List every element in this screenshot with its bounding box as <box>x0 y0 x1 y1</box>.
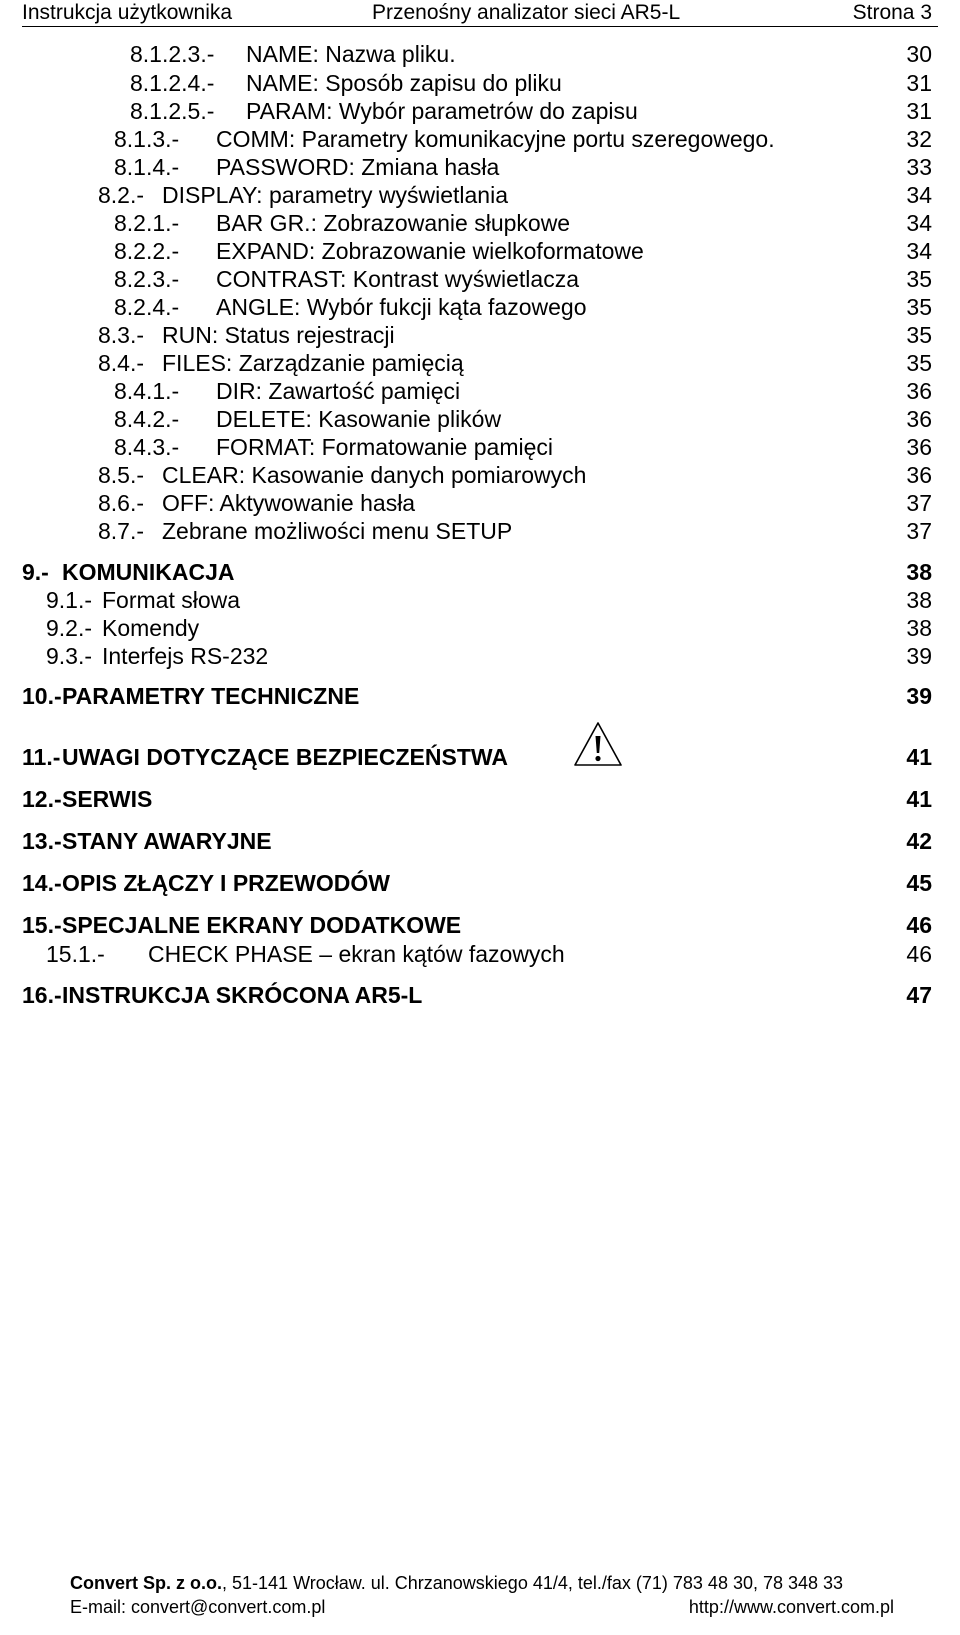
toc-entry[interactable] <box>98 461 932 489</box>
toc-number: 8.2.3.- <box>114 266 180 292</box>
toc-number: 10.- <box>22 683 62 709</box>
toc-entry[interactable] <box>130 97 932 125</box>
toc-number: 8.3.- <box>98 322 145 348</box>
toc-label: KOMUNIKACJA <box>62 559 235 585</box>
footer-address-line <box>70 1571 894 1595</box>
toc-number: 8.2.4.- <box>114 294 180 320</box>
toc-page: 35 <box>906 294 932 320</box>
toc-page: 30 <box>906 41 932 67</box>
toc-page: 38 <box>906 615 932 641</box>
toc-entry[interactable] <box>114 293 932 321</box>
toc-label: DISPLAY: parametry wyświetlania <box>162 182 508 208</box>
toc-page: 36 <box>906 378 932 404</box>
toc-entry[interactable] <box>98 321 932 349</box>
toc-number: 9.1.- <box>46 587 93 613</box>
toc-page: 36 <box>906 406 932 432</box>
toc-number: 8.2.1.- <box>114 210 180 236</box>
toc-label: DELETE: Kasowanie plików <box>216 406 502 432</box>
toc-label: INSTRUKCJA SKRÓCONA AR5-L <box>62 982 423 1008</box>
toc-label: EXPAND: Zobrazowanie wielkoformatowe <box>216 238 644 264</box>
toc-number: 8.1.2.4.- <box>130 70 215 96</box>
toc-page: 34 <box>906 182 932 208</box>
toc-label: PARAMETRY TECHNICZNE <box>62 683 360 709</box>
toc-label: BAR GR.: Zobrazowanie słupkowe <box>216 210 571 236</box>
toc-number: 8.1.3.- <box>114 126 180 152</box>
toc-number: 9.2.- <box>46 615 93 641</box>
toc-label: Komendy <box>102 615 200 641</box>
footer-company-name: Convert Sp. z o.o. <box>70 1573 223 1593</box>
toc-number: 8.1.2.3.- <box>130 41 215 67</box>
toc-chapter[interactable] <box>22 869 932 897</box>
toc-number: 8.7.- <box>98 518 145 544</box>
toc-entry[interactable] <box>46 586 932 614</box>
toc-page: 36 <box>906 434 932 460</box>
toc-number: 14.- <box>22 870 62 896</box>
toc-label: PASSWORD: Zmiana hasła <box>216 154 500 180</box>
page-footer <box>70 1571 894 1619</box>
toc-entry[interactable] <box>130 40 932 68</box>
toc-label: SPECJALNE EKRANY DODATKOWE <box>62 912 462 938</box>
toc-entry[interactable] <box>46 614 932 642</box>
toc-number: 11.- <box>22 744 61 770</box>
toc-entry[interactable] <box>98 349 932 377</box>
toc-label: NAME: Sposób zapisu do pliku <box>246 70 562 96</box>
toc-chapter[interactable] <box>22 558 932 586</box>
toc-entry[interactable] <box>46 940 932 968</box>
toc-label: UWAGI DOTYCZĄCE BEZPIECZEŃSTWA <box>62 744 508 770</box>
toc-entry[interactable] <box>114 265 932 293</box>
toc-number: 13.- <box>22 828 62 854</box>
toc-chapter[interactable] <box>22 911 932 939</box>
toc-page: 47 <box>906 982 932 1008</box>
header-manual-title: Instrukcja użytkownika <box>22 1 233 24</box>
toc-label: OPIS ZŁĄCZY I PRZEWODÓW <box>62 870 390 896</box>
toc-label: DIR: Zawartość pamięci <box>216 378 461 404</box>
toc-label: CLEAR: Kasowanie danych pomiarowych <box>162 462 587 488</box>
toc-page: 45 <box>906 870 932 896</box>
toc-page: 31 <box>906 70 932 96</box>
toc-page: 35 <box>906 266 932 292</box>
footer-address: , 51-141 Wrocław. ul. Chrzanowskiego 41/4, tel./fax (71) 783 48 30, 78 348 33 <box>222 1573 844 1593</box>
toc-entry[interactable] <box>114 377 932 405</box>
toc-page: 33 <box>906 154 932 180</box>
toc-entry[interactable] <box>114 153 932 181</box>
toc-page: 41 <box>906 744 932 770</box>
toc-chapter[interactable] <box>22 785 932 813</box>
toc-label: Interfejs RS-232 <box>102 643 269 669</box>
toc-page: 37 <box>906 490 932 516</box>
toc-page: 46 <box>906 912 932 938</box>
toc-number: 8.4.- <box>98 350 145 376</box>
toc-number: 9.3.- <box>46 643 93 669</box>
toc-page: 31 <box>906 98 932 124</box>
toc-number: 16.- <box>22 982 62 1008</box>
toc-number: 8.2.2.- <box>114 238 180 264</box>
toc-page: 38 <box>906 587 932 613</box>
toc-number: 8.2.- <box>98 182 145 208</box>
toc-number: 8.5.- <box>98 462 145 488</box>
footer-website[interactable]: http://www.convert.com.pl <box>688 1597 894 1617</box>
footer-email[interactable]: E-mail: convert@convert.com.pl <box>70 1597 326 1617</box>
toc-label: PARAM: Wybór parametrów do zapisu <box>246 98 638 124</box>
toc-chapter[interactable] <box>22 743 932 771</box>
toc-label: CHECK PHASE – ekran kątów fazowych <box>148 941 565 967</box>
toc-label: FORMAT: Formatowanie pamięci <box>216 434 553 460</box>
toc-label: RUN: Status rejestracji <box>162 322 395 348</box>
toc-entry[interactable] <box>114 209 932 237</box>
toc-number: 8.1.4.- <box>114 154 180 180</box>
toc-chapter[interactable] <box>22 827 932 855</box>
toc-page: 46 <box>906 941 932 967</box>
toc-entry[interactable] <box>98 517 932 545</box>
toc-page: 37 <box>906 518 932 544</box>
toc-label: Format słowa <box>102 587 241 613</box>
toc-entry[interactable] <box>114 237 932 265</box>
toc-label: NAME: Nazwa pliku. <box>246 41 456 67</box>
toc-number: 12.- <box>22 786 62 812</box>
toc-page: 41 <box>906 786 932 812</box>
toc-number: 8.1.2.5.- <box>130 98 215 124</box>
toc-page: 39 <box>906 683 932 709</box>
toc-number: 15.1.- <box>46 941 105 967</box>
warning-triangle-icon <box>573 721 623 767</box>
toc-page: 36 <box>906 462 932 488</box>
toc-label: CONTRAST: Kontrast wyświetlacza <box>216 266 579 292</box>
toc-page: 39 <box>906 643 932 669</box>
toc-page: 42 <box>906 828 932 854</box>
toc-number: 8.4.1.- <box>114 378 180 404</box>
toc-chapter[interactable] <box>22 682 932 710</box>
toc-label: Zebrane możliwości menu SETUP <box>162 518 513 544</box>
toc-number: 15.- <box>22 912 62 938</box>
toc-page: 34 <box>906 238 932 264</box>
toc-number: 8.6.- <box>98 490 145 516</box>
toc-page: 35 <box>906 322 932 348</box>
toc-label: COMM: Parametry komunikacyjne portu szeregowego. <box>216 126 775 152</box>
header-page-number: Strona 3 <box>852 1 932 24</box>
toc-entry[interactable] <box>130 69 932 97</box>
toc-entry[interactable] <box>46 642 932 670</box>
toc-number: 8.4.3.- <box>114 434 180 460</box>
toc-number: 9.- <box>22 559 49 585</box>
footer-contact-line <box>70 1595 894 1619</box>
toc-chapter[interactable] <box>22 981 932 1009</box>
toc-entry[interactable] <box>114 433 932 461</box>
toc-entry[interactable] <box>114 125 932 153</box>
toc-entry[interactable] <box>114 405 932 433</box>
toc-label: SERWIS <box>62 786 153 812</box>
toc-page: 32 <box>906 126 932 152</box>
toc-entry[interactable] <box>98 489 932 517</box>
toc-page: 38 <box>906 559 932 585</box>
toc-number: 8.4.2.- <box>114 406 180 432</box>
toc-page: 34 <box>906 210 932 236</box>
toc-entry[interactable] <box>98 181 932 209</box>
toc-label: STANY AWARYJNE <box>62 828 272 854</box>
toc-page: 35 <box>906 350 932 376</box>
toc-label: ANGLE: Wybór fukcji kąta fazowego <box>216 294 587 320</box>
toc-label: FILES: Zarządzanie pamięcią <box>162 350 464 376</box>
toc-label: OFF: Aktywowanie hasła <box>162 490 416 516</box>
header-device-name: Przenośny analizator sieci AR5-L <box>372 1 681 24</box>
